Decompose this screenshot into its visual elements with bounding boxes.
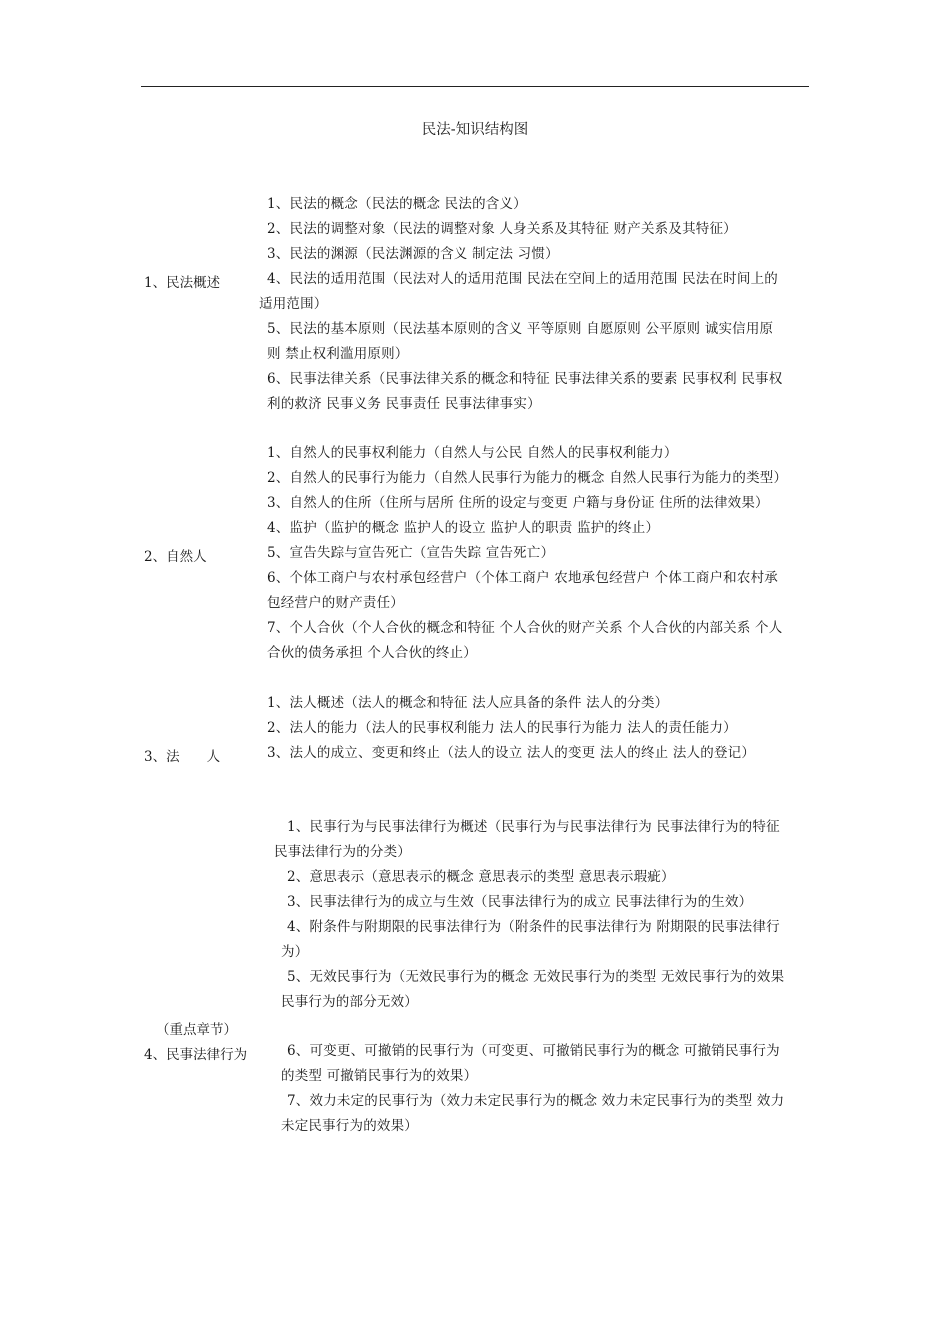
list-item-continuation: 民事行为的部分无效） — [281, 994, 418, 1010]
list-item: 2、法人的能力（法人的民事权利能力 法人的民事行为能力 法人的责任能力） — [267, 720, 737, 736]
section-label-civil-juristic-act: 4、民事法律行为 — [144, 1047, 248, 1063]
list-item: 1、自然人的民事权利能力（自然人与公民 自然人的民事权利能力） — [267, 445, 678, 461]
list-item: 5、宣告失踪与宣告死亡（宣告失踪 宣告死亡） — [267, 545, 555, 561]
section-label-civil-law-overview: 1、民法概述 — [144, 275, 221, 291]
list-item: 6、个体工商户与农村承包经营户（个体工商户 农地承包经营户 个体工商户和农村承 — [267, 570, 778, 586]
list-item-continuation: 民事法律行为的分类） — [274, 844, 411, 860]
list-item-continuation: 未定民事行为的效果） — [281, 1118, 418, 1134]
list-item: 7、个人合伙（个人合伙的概念和特征 个人合伙的财产关系 个人合伙的内部关系 个人 — [267, 620, 783, 636]
list-item: 6、可变更、可撤销的民事行为（可变更、可撤销民事行为的概念 可撤销民事行为 — [287, 1043, 780, 1059]
list-item: 4、监护（监护的概念 监护人的设立 监护人的职责 监护的终止） — [267, 520, 660, 536]
list-item: 3、民法的渊源（民法渊源的含义 制定法 习惯） — [267, 246, 559, 262]
list-item: 1、民法的概念（民法的概念 民法的含义） — [267, 196, 527, 212]
list-item-continuation: 适用范围） — [259, 296, 328, 312]
list-item: 6、民事法律关系（民事法律关系的概念和特征 民事法律关系的要素 民事权利 民事权 — [267, 371, 783, 387]
list-item-continuation: 包经营户的财产责任） — [267, 595, 404, 611]
list-item: 5、民法的基本原则（民法基本原则的含义 平等原则 自愿原则 公平原则 诚实信用原 — [267, 321, 774, 337]
list-item-continuation: 则 禁止权利滥用原则） — [267, 346, 409, 362]
list-item: 3、法人的成立、变更和终止（法人的设立 法人的变更 法人的终止 法人的登记） — [267, 745, 756, 761]
list-item: 2、民法的调整对象（民法的调整对象 人身关系及其特征 财产关系及其特征） — [267, 221, 737, 237]
list-item: 1、民事行为与民事法律行为概述（民事行为与民事法律行为 民事法律行为的特征 — [287, 819, 780, 835]
list-item: 3、自然人的住所（住所与居所 住所的设定与变更 户籍与身份证 住所的法律效果） — [267, 495, 769, 511]
list-item-continuation: 合伙的债务承担 个人合伙的终止） — [267, 645, 477, 661]
list-item-continuation: 利的救济 民事义务 民事责任 民事法律事实） — [267, 396, 541, 412]
list-item-continuation: 的类型 可撤销民事行为的效果） — [281, 1068, 478, 1084]
list-item-continuation: 为） — [281, 944, 309, 960]
list-item: 3、民事法律行为的成立与生效（民事法律行为的成立 民事法律行为的生效） — [287, 894, 753, 910]
header-rule — [141, 86, 809, 87]
page-title: 民法-知识结构图 — [421, 122, 529, 138]
list-item: 2、意思表示（意思表示的概念 意思表示的类型 意思表示瑕疵） — [287, 869, 675, 885]
section-label-legal-person: 3、法 人 — [144, 749, 221, 765]
list-item: 5、无效民事行为（无效民事行为的概念 无效民事行为的类型 无效民事行为的效果 — [287, 969, 785, 985]
list-item: 7、效力未定的民事行为（效力未定民事行为的概念 效力未定民事行为的类型 效力 — [287, 1093, 785, 1109]
section-label-natural-person: 2、自然人 — [144, 549, 207, 565]
list-item: 2、自然人的民事行为能力（自然人民事行为能力的概念 自然人民事行为能力的类型） — [267, 470, 788, 486]
key-chapter-note: （重点章节） — [156, 1022, 237, 1038]
list-item: 1、法人概述（法人的概念和特征 法人应具备的条件 法人的分类） — [267, 695, 669, 711]
list-item: 4、附条件与附期限的民事法律行为（附条件的民事法律行为 附期限的民事法律行 — [287, 919, 780, 935]
list-item: 4、民法的适用范围（民法对人的适用范围 民法在空间上的适用范围 民法在时间上的 — [267, 271, 778, 287]
